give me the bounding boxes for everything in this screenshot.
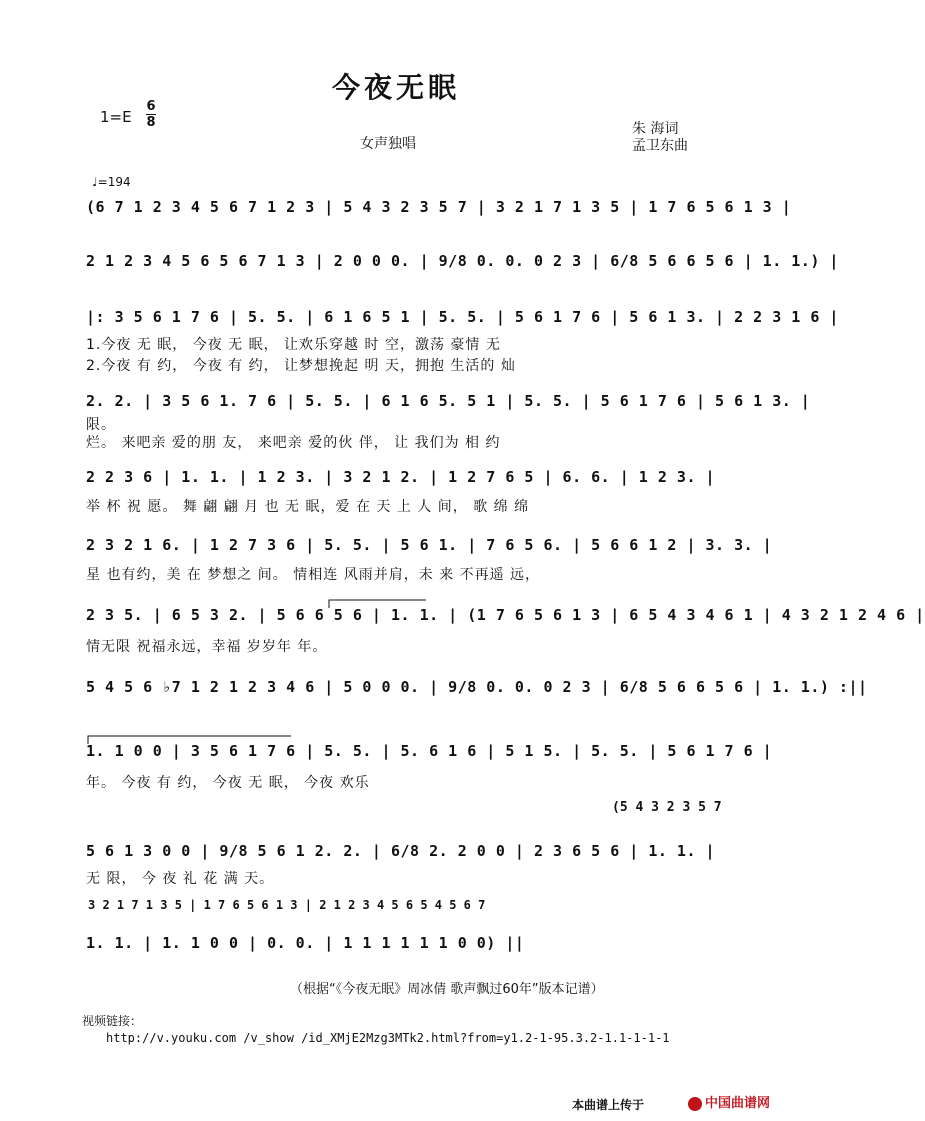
notation-line-10 <box>86 836 714 866</box>
video-link-label: 视频链接： <box>82 1014 143 1028</box>
notation-line-2 <box>86 246 839 276</box>
logo-icon <box>688 1097 702 1111</box>
score-title: 今夜无眠 <box>331 71 460 104</box>
performer-label: 女声独唱 <box>360 136 416 152</box>
composer-credit: 孟卫东曲 <box>632 138 688 154</box>
key-signature: 1=E <box>100 108 132 126</box>
lyric-line: 情无限 祝福永远，幸福 岁岁年 年。 <box>86 639 328 655</box>
notation-line-11 <box>86 928 714 958</box>
notation-line-9 <box>86 736 773 766</box>
lyric-line: 举 杯 祝 愿。 舞 翩 翩 月 也 无 眠，爱 在 天 上 人 间， 歌 绵 绵 <box>86 499 530 515</box>
lyric-line: 年。 今夜 有 约， 今夜 无 眠， 今夜 欢乐 <box>86 775 370 791</box>
notation-line-3 <box>86 302 839 332</box>
lyric-line: 2.今夜 有 约， 今夜 有 约， 让梦想挽起 明 天，拥抱 生活的 灿 <box>86 358 516 374</box>
site-name: 中国曲谱网 <box>705 1096 771 1111</box>
notation-text: 1. 1. | 1. 1 0 0 | 0. 0. | 1 1 1 1 1 1 0 0) || <box>86 934 525 952</box>
notation-line-1 <box>86 192 792 222</box>
meter-top: 6 <box>146 99 156 114</box>
notation-text: 2 2 3 6 | 1. 1. | 1 2 3. | 3 2 1 2. | 1 2 7 6 5 | 6. 6. | 1 2 3. | <box>86 468 716 486</box>
notation-text: 1. 1 0 0 | 3 5 6 1 7 6 | 5. 5. | 5. 6 1 6 | 5 1 5. | 5. 5. | 5 6 1 7 6 | <box>86 742 773 760</box>
lyricist-credit: 朱 海词 <box>632 121 679 137</box>
lyric-line: 限。 <box>86 417 116 433</box>
notation-text: |: 3 5 6 1 7 6 | 5. 5. | 6 1 6 5 1 | 5. 5. | 5 6 1 7 6 | 5 6 1 3. | 2 2 3 1 6 | <box>86 308 839 326</box>
lyric-line: 星 也有约，美 在 梦想之 间。 情相连 风雨并肩，未 来 不再遥 远， <box>86 567 541 583</box>
notation-text: 2 3 2 1 6. | 1 2 7 3 6 | 5. 5. | 5 6 1. | 7 6 5 6. | 5 6 6 1 2 | 3. 3. | <box>86 536 773 554</box>
notation-text: 2. 2. | 3 5 6 1. 7 6 | 5. 5. | 6 1 6 5. 5 1 | 5. 5. | 5 6 1 7 6 | 5 6 1 3. | <box>86 392 811 410</box>
notation-text: 5 6 1 3 0 0 | 9/8 5 6 1 2. 2. | 6/8 2. 2 0 0 | 2 3 6 5 6 | 1. 1. | <box>86 842 716 860</box>
notation-line-7 <box>86 600 925 630</box>
site-logo[interactable] <box>688 1092 770 1111</box>
notation-text: 2 3 5. | 6 5 3 2. | 5 6 6 5 6 | 1. 1. | (1 7 6 5 6 1 3 | 6 5 4 3 4 6 1 | 4 3 2 1 2 4 6 | <box>86 606 925 624</box>
meter-bottom: 8 <box>146 115 156 130</box>
tempo-mark: ♩=194 <box>92 175 131 189</box>
lyric-line: 烂。 来吧亲 爱的朋 友， 来吧亲 爱的伙 伴， 让 我们为 相 约 <box>86 435 501 451</box>
notation-text: (6 7 1 2 3 4 5 6 7 1 2 3 | 5 4 3 2 3 5 7 | 3 2 1 7 1 3 5 | 1 7 6 5 6 1 3 | <box>86 198 792 216</box>
lyric-line: 1.今夜 无 眠， 今夜 无 眠， 让欢乐穿越 时 空，激荡 豪情 无 <box>86 337 501 353</box>
time-signature <box>146 100 156 129</box>
source-footnote: （根据“《今夜无眠》周冰倩 歌声飘过60年”版本记谱） <box>290 982 604 997</box>
upload-note: 本曲谱上传于 <box>572 1098 645 1112</box>
cue-notation-1: (5 4 3 2 3 5 7 <box>612 800 722 815</box>
notation-text: 5 4 5 6 ♭7 1 2 1 2 3 4 6 | 5 0 0 0. | 9/8 0. 0. 0 2 3 | 6/8 5 6 6 5 6 | 1. 1.) :|| <box>86 678 868 696</box>
notation-line-4 <box>86 386 811 416</box>
cue-notation-2: 3 2 1 7 1 3 5 | 1 7 6 5 6 1 3 | 2 1 2 3 4 5 6 5 4 5 6 7 <box>88 898 486 912</box>
notation-line-5 <box>86 462 714 492</box>
notation-text: 2 1 2 3 4 5 6 5 6 7 1 3 | 2 0 0 0. | 9/8 0. 0. 0 2 3 | 6/8 5 6 6 5 6 | 1. 1.) | <box>86 252 839 270</box>
notation-line-6 <box>86 530 773 560</box>
video-link[interactable]: http://v.youku.com /v_show /id_XMjE2Mzg3MTk2.html?from=y1.2-1-95.3.2-1.1-1-1-1 <box>106 1031 670 1045</box>
lyric-line: 无 限， 今 夜 礼 花 满 天。 <box>86 871 275 887</box>
notation-line-8 <box>86 672 868 702</box>
